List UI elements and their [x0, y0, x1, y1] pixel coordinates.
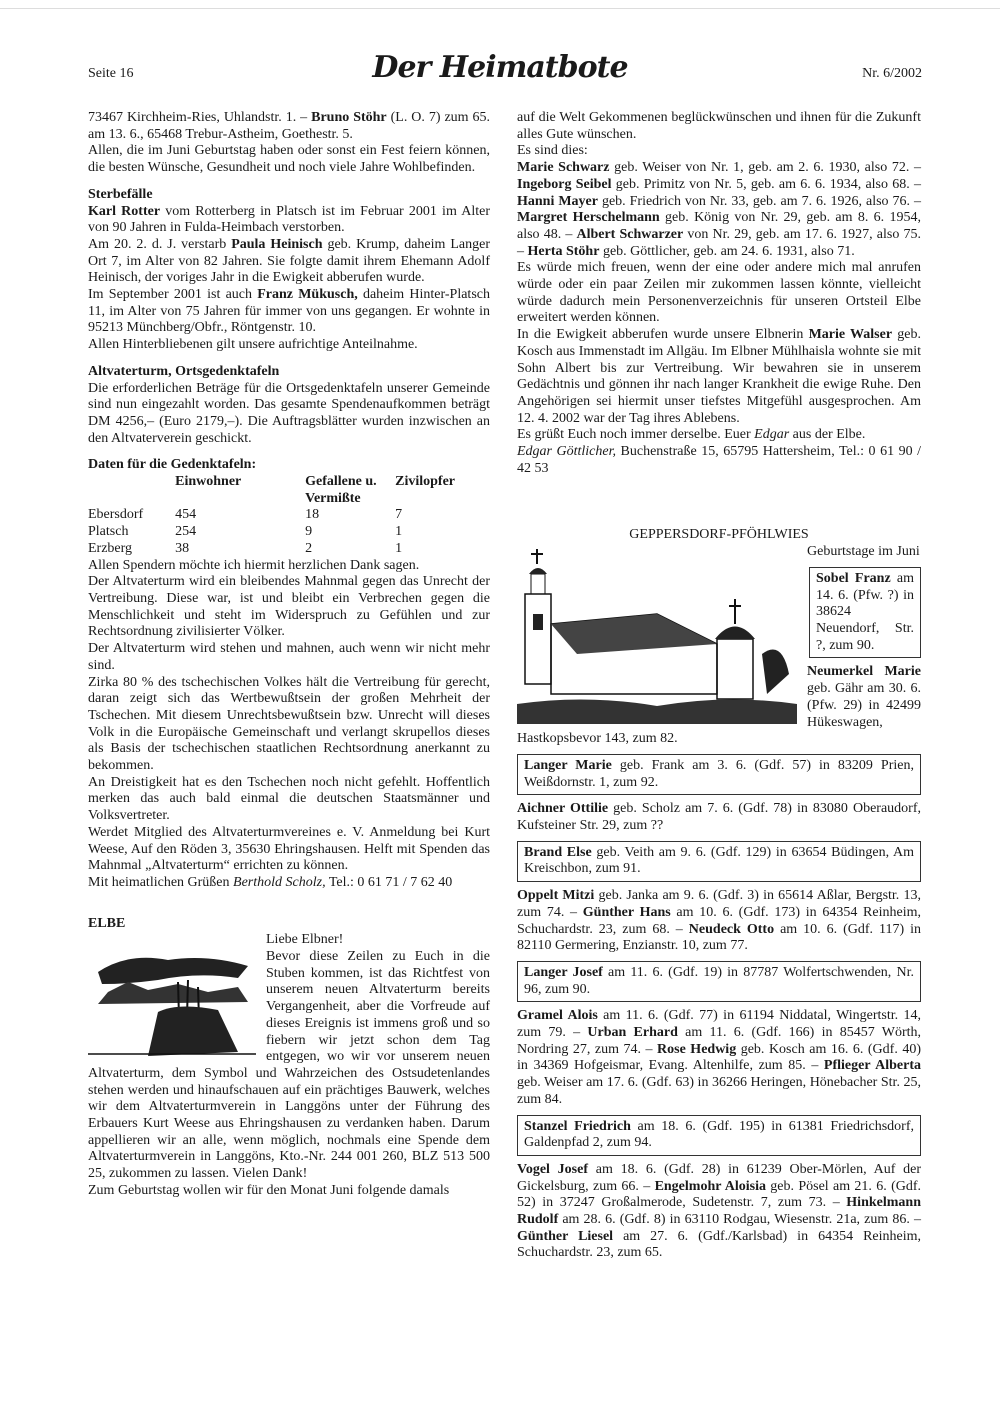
left-column [88, 110, 490, 1200]
table-cell: 454 [175, 507, 197, 523]
tower-paragraph: Werdet Mitglied des Altvaterturmvereines e. V. Anmeldung bei Kurt Weese, Auf den Röden 3, 35630 Ehringshausen. Helft mit Spenden das Mahnmal „Altvaterturm“ errichten zu können. [88, 824, 490, 874]
tower-paragraph: An Dreistigkeit hat es den Tschechen noch nicht gefehlt. Hoffentlich merken das auch bald einmal die deutschen Staatsmänner und Volksvertreter. [88, 774, 490, 824]
table-col-header: Einwohner [175, 474, 242, 490]
table-cell: 18 [305, 507, 320, 523]
church-sketch-illustration [517, 544, 797, 724]
section-title: GEPPERSDORF-PFÖHLWIES [629, 527, 809, 543]
elbe-paragraph: Zum Geburtstag wollen wir für den Monat Juni folgende damals [88, 1182, 450, 1198]
table-cell: 254 [175, 524, 197, 540]
elbe-greeting: Liebe Elbner! [266, 932, 344, 948]
birthday-entry: Vogel Josef am 18. 6. (Gdf. 28) in 61239 Ober-Mörlen, Auf der Gickelsburg, zum 66. – Engelmohr Aloisia geb. Pösel am 21. 6. (Gdf. 52) in 37247 Großalmerode, Sudetenstr. 7, zum 73. – Hinkelmann Rudolf am 28. 6. (Gdf. 8) in 63110 Rodgau, Wiesenstr. 21a, zum 86. – Günther Liesel am 27. 6. (Gdf./Karlsbad) in 64354 Reinheim, Schuchardstr. 23, zum 65. [517, 1161, 922, 1261]
table-cell: 2 [305, 540, 313, 556]
tower-paragraph: Allen Spendern möchte ich hiermit herzlichen Dank sagen. [88, 557, 420, 573]
table-cell: Ebersdorf [88, 507, 144, 523]
obituary-paragraph: In die Ewigkeit abberufen wurde unsere Elbnerin Marie Walser geb. Kosch aus Immenstadt im Allgäu. Im Elbner Mühlhaisla wohnte sie mit Sohn Albert bis zur Vertreibung. Wir bewahren sie in unserem Gedächtnis und gönnen ihr nach langer Krankheit die ewige Ruhe. Den Angehörigen sei hiermit unser tiefstes Mitgefühl ausgesprochen. Am 12. 4. 2002 war der Tag ihres Ablebens. [517, 327, 921, 426]
birthday-entry: Oppelt Mitzi geb. Janka am 9. 6. (Gdf. 3) in 65614 Aßlar, Bergstr. 13, zum 74. – Günther Hans am 10. 6. (Gdf. 173) in 64354 Reinheim, Schuchardstr. 23, zum 68. – Neudeck Otto am 10. 6. (Gdf. 117) in 82110 Germering, Enzianstr. 10, zum 77. [517, 888, 921, 954]
memorial-table [88, 474, 468, 558]
issue-number: Nr. 6/2002 [862, 66, 922, 81]
top-border [0, 8, 1000, 9]
table-cell: 1 [395, 540, 403, 556]
elbe-list-intro: Es sind dies: [517, 143, 588, 159]
right-column [517, 110, 921, 1262]
condolence-paragraph: Allen Hinterbliebenen gilt unsere aufrichtige Anteilnahme. [88, 337, 418, 353]
elbe-continued: auf die Welt Gekommenen beglückwünschen und ihnen für die Zukunft alles Gute wünschen. [517, 110, 921, 142]
death-notice: Am 20. 2. d. J. verstarb Paula Heinisch geb. Krump, daheim Langer Ort 7, im Alter von 82 Jahren. Sie folgte damit ihrem Ehemann Adolf Heinisch, der voriges Jahr in die Ewigkeit abberufen wurde. [88, 236, 490, 286]
elbe-paragraph: Bevor diese Zeilen zu Euch in die Stuben kommen, ist das Richtfest von unserem neuen Altvaterturm bereits Vergangenheit, aber die Vorfreude auf dieses Ereignis ist immens groß und so fiebern wir jetzt schon dem Tag entgegen, wo wir vor unserem neuen Altvaterturm, dem Symbol und Wahrzeichen des Ostsudetenlandes stehen werden und hinaufschauen auf ein prächtiges Bauwerk, welches wir dem Altvaterturmverein in Langgöns unter der Führung des Erbauers Kurt Weese aus Ehringshausen zu verdanken haben. Darum appellieren wir an alle, wenn möglich, nochmals eine Spende dem Altvaterturmverein in Langgöns, Kto.-Nr. 244 001 260, BLZ 513 500 25, zukommen zu lassen. Vielen Dank! [88, 949, 490, 1182]
tower-paragraph: Die erforderlichen Beträge für die Ortsgedenktafeln unserer Gemeinde sind nun eingezahlt worden. Das gesamte Spendenaufkommen beträgt DM 4256,– (Euro 2179,–). Die Auftragsblätter wurden inzwischen an den Altvaterverein geschickt. [88, 380, 490, 446]
elbe-paragraph: Es würde mich freuen, wenn der eine oder andere mich mal anrufen würde oder ein paar Zeilen mir zukommen lassen könnte, vielleicht würde dadurch mein Personenverzeichnis für unseren Ortsteil Elbe erweitert werden können. [517, 260, 921, 326]
deaths-heading: Sterbefälle [88, 186, 153, 202]
table-cell: 38 [175, 540, 190, 556]
birthdays-label: Geburtstage im Juni [807, 544, 920, 560]
tower-heading: Altvaterturm, Ortsgedenktafeln [88, 363, 280, 379]
wishes-paragraph: Allen, die im Juni Geburtstag haben oder sonst ein Fest feiern können, die besten Wünsche, Gesundheit und noch viele Jahre Wohlbefinden. [88, 143, 490, 176]
elbe-heading: ELBE [88, 915, 126, 931]
birthday-entry-boxed: Langer Marie geb. Frank am 3. 6. (Gdf. 57) in 83209 Prien, Weißdornstr. 1, zum 92. [517, 754, 921, 795]
table-header-row [88, 474, 468, 507]
table-cell: 1 [395, 524, 403, 540]
birthday-entry-boxed: Sobel Franz am 14. 6. (Pfw. ?) in 38624 Neuendorf, Str. ?, zum 90. [809, 567, 921, 659]
birthday-entry-boxed: Stanzel Friedrich am 18. 6. (Gdf. 195) in 61381 Friedrichsdorf, Galdenpfad 2, zum 94. [517, 1115, 921, 1156]
page-number: Seite 16 [88, 66, 134, 81]
death-notice: Im September 2001 ist auch Franz Mükusch, daheim Hinter-Platsch 11, im Alter von 75 Jahren für immer von uns gegangen. Er wohnte in 95213 Münchberg/Obfr., Röntgenstr. 10. [88, 287, 490, 336]
signature-line: Edgar Göttlicher, Buchenstraße 15, 65795 Hattersheim, Tel.: 0 61 90 / 42 53 [517, 444, 921, 476]
tower-paragraph: Der Altvaterturm wird stehen und mahnen, auch wenn wir nicht mehr sind. [88, 641, 490, 673]
table-cell: Platsch [88, 524, 129, 540]
table-row [88, 541, 468, 558]
table-cell: Erzberg [88, 540, 133, 556]
masthead: Der Heimatbote [372, 50, 628, 85]
elbe-birthday-list: Marie Schwarz geb. Weiser von Nr. 1, geb. am 2. 6. 1930, also 72. – Ingeborg Seibel geb. Primitz von Nr. 5, geb. am 6. 6. 1934, also 68. – Hanni Mayer geb. Friedrich von Nr. 33, geb. am 7. 6. 1926, also 76. – Margret Herschelmann geb. König von Nr. 29, geb. am 8. 6. 1954, also 48. – Albert Schwarzer von Nr. 29, geb. am 17. 6. 1927, also 75. – Herta Stöhr geb. Göttlicher, geb. am 24. 6. 1931, also 71. [517, 160, 922, 259]
table-heading: Daten für die Gedenktafeln: [88, 457, 257, 473]
table-col-header: Gefallene u. Vermißte [305, 474, 377, 506]
birthday-entry-boxed: Langer Josef am 11. 6. (Gdf. 19) in 87787 Wolfertschwenden, Nr. 96, zum 90. [517, 961, 921, 1002]
table-cell: 7 [395, 507, 403, 523]
intro-paragraph: 73467 Kirchheim-Ries, Uhlandstr. 1. – Bruno Stöhr (L. O. 7) zum 65. am 13. 6., 65468 Trebur-Astheim, Goethestr. 5. [88, 110, 490, 142]
table-cell: 9 [305, 524, 313, 540]
tower-paragraph: Der Altvaterturm wird ein bleibendes Mahnmal gegen das Unrecht der Vertreibung. Diese war, ist und bleibt ein Verbrechen gegen die Menschlichkeit und steht im Widerspruch zu Gefühlen und zur Rechtsordnung zivilisierter Völker. [88, 574, 490, 640]
tower-paragraph: Zirka 80 % des tschechischen Volkes hält die Vertreibung für gerecht, daran zeigt sich das Wertbewußtsein der großen Mehrheit der Tschechen. Mit diesem Unrechtsbewußtsein bzw. Unrecht will dieses Volk in die Europäische Gemeinschaft und verlangt skrupellos dieses als Basis der tschechischen staatlichen Rechtsordnung anerkannt zu bekommen. [88, 674, 490, 774]
birthday-entry: Aichner Ottilie geb. Scholz am 7. 6. (Gdf. 78) in 83080 Oberaudorf, Kufsteiner Str. 29, zum ?? [517, 801, 921, 834]
table-row [88, 507, 468, 524]
birthday-entry: Gramel Alois am 11. 6. (Gdf. 77) in 61194 Niddatal, Wingertstr. 14, zum 79. – Urban Erhard am 11. 6. (Gdf. 166) in 85457 Wörth, Nordring 27, zum 74. – Rose Hedwig geb. Kosch am 16. 6. (Gdf. 40) in 34369 Hofgeismar, Evang. Altenhilfe, zum 85. – Pflieger Alberta geb. Weiser am 17. 6. (Gdf. 63) in 36266 Heringen, Hönebacher Str. 25, zum 84. [517, 1008, 922, 1107]
table-col-header: Zivilopfer [395, 474, 456, 490]
table-row [88, 524, 468, 541]
landscape-sketch-illustration [88, 932, 256, 1064]
birthday-entry: Neumerkel Marie geb. Gähr am 30. 6. (Pfw. 29) in 42499 Hükeswagen, Hastkopsbevor 143, zum 82. [517, 664, 921, 747]
signature-line: Mit heimatlichen Grüßen Berthold Scholz, Tel.: 0 61 71 / 7 62 40 [88, 874, 453, 890]
death-notice: Karl Rotter vom Rotterberg in Platsch ist im Februar 2001 im Alter von 90 Jahren in Fulda-Heimbach verstorben. [88, 203, 491, 236]
birthday-entry-boxed: Brand Else geb. Veith am 9. 6. (Gdf. 129) in 63654 Büdingen, Am Kreischbon, zum 91. [517, 841, 921, 882]
greeting-line: Es grüßt Euch noch immer derselbe. Euer Edgar aus der Elbe. [517, 427, 866, 443]
